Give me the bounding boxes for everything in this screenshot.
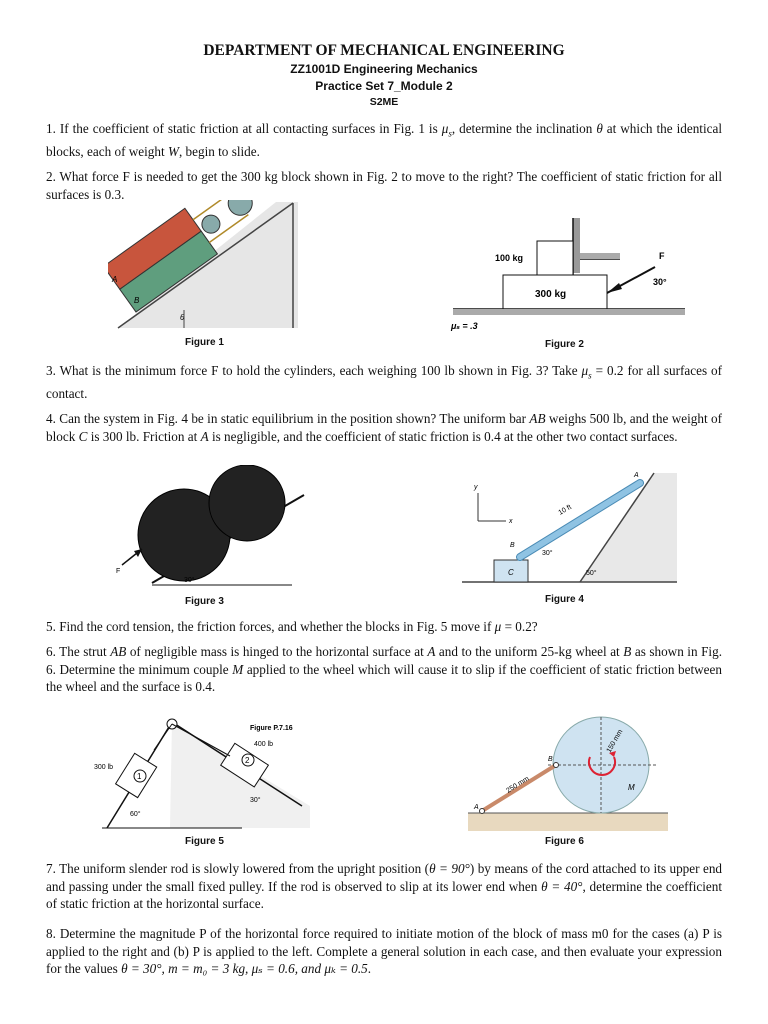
cylinder-2 xyxy=(209,465,285,541)
practice-title: Practice Set 7_Module 2 xyxy=(315,79,453,93)
question-6: 6. The strut AB of negligible mass is hinged to the horizontal surface at A and to the uniform 25-kg wheel at B as shown in Fig. 6. Determine the minimum couple M applied to the wheel which will cause it to slip if the coefficient of static friction between the wheel and the surface is 0.4. xyxy=(46,644,722,694)
label-strut: 250 mm xyxy=(505,775,531,795)
figure-5-title: Figure P.7.16 xyxy=(250,725,293,732)
label-angle-60: 60° xyxy=(130,811,141,818)
figure-1-caption: Figure 1 xyxy=(185,337,224,348)
label-c: C xyxy=(508,568,514,577)
label-f: F xyxy=(116,568,121,575)
label-angle: 30° xyxy=(653,277,667,287)
hinge-a xyxy=(480,809,485,814)
question-5: 5. Find the cord tension, the friction forces, and whether the blocks in Fig. 5 move if μ = 0.2? xyxy=(46,619,538,634)
label-m: M xyxy=(628,783,635,792)
label-a: A xyxy=(634,472,639,479)
label-angle-30: 30° xyxy=(250,797,261,804)
hinge-b xyxy=(554,763,559,768)
label-w1: 300 lb xyxy=(94,764,114,771)
figure-1 xyxy=(108,200,308,335)
figure-5 xyxy=(92,716,317,834)
label-radius: 150 mm xyxy=(605,728,625,754)
question-7: 7. The uniform slender rod is slowly lowered from the upright position (θ = 90°) by means of the cord attached to its upper end and passing under the small fixed pulley. If the rod is observed to slip at its lower end when θ = 40°, determine the coefficient of static friction at the horizontal surface. xyxy=(46,861,723,911)
question-4: 4. Can the system in Fig. 4 be in static equilibrium in the position shown? The uniform bar AB weighs 500 lb, and the weight of block C is 300 lb. Friction at A is negligible, and the coefficient of static friction is 0.4 at the other two contact surfaces. xyxy=(46,411,722,444)
label-angle-50: 50° xyxy=(586,570,597,577)
wall-hatch xyxy=(573,218,580,273)
label-b: B xyxy=(134,296,140,305)
label-angle: 30° xyxy=(184,577,195,584)
course-title: ZZ1001D Engineering Mechanics xyxy=(290,62,478,76)
arrow-head-icon xyxy=(134,549,142,557)
label-a: A xyxy=(112,275,118,284)
label-n2: 2 xyxy=(245,756,250,765)
figure-3-caption: Figure 3 xyxy=(185,596,224,607)
ceiling-hatch xyxy=(580,253,620,259)
label-b: B xyxy=(510,542,515,549)
label-y: y xyxy=(474,484,478,491)
label-n1: 1 xyxy=(137,772,142,781)
question-8: 8. Determine the magnitude P of the horizontal force required to initiate motion of the block of mass m0 for the cases (a) P is applied to the right and (b) P is applied to the left. Complete a general solution in each case, and then evaluate your expression for the values θ = 30°, m = m₀ = 3 kg, μₛ = 0.6, and μₖ = 0.5. xyxy=(46,926,722,976)
label-300kg: 300 kg xyxy=(535,289,567,300)
figure-2-caption: Figure 2 xyxy=(545,339,584,350)
figure-3 xyxy=(112,465,307,593)
department-title: DEPARTMENT OF MECHANICAL ENGINEERING xyxy=(203,42,565,59)
batch-label: S2ME xyxy=(369,96,399,108)
label-b: B xyxy=(548,756,553,763)
figure-5-caption: Figure 5 xyxy=(185,836,224,847)
figure-4-caption: Figure 4 xyxy=(545,594,584,605)
label-theta: θ xyxy=(180,313,185,322)
question-3: 3. What is the minimum force F to hold the cylinders, each weighing 100 lb shown in Fig. 3? Take $\mu_s = 0.2$ for all surfaces of contact. xyxy=(46,363,722,402)
label-x: x xyxy=(509,518,513,525)
figure-6-caption: Figure 6 xyxy=(545,836,584,847)
pulley-icon xyxy=(223,200,256,220)
label-a: A xyxy=(474,804,479,811)
label-length: 10 ft xyxy=(557,503,573,517)
label-100kg: 100 kg xyxy=(495,253,524,263)
question-1: 1. If the coefficient of static friction at all contacting surfaces in Fig. 1 is $\mu_s$, determine the inclination θ at which the identical blocks, each of weight W, begin to slide. xyxy=(46,121,722,160)
figure-4 xyxy=(462,465,682,590)
label-angle-30: 30° xyxy=(542,550,553,557)
ground-hatch xyxy=(468,813,668,831)
figure-6 xyxy=(468,713,668,833)
block-100kg xyxy=(537,241,573,275)
ground-hatch xyxy=(453,309,685,315)
label-f: F xyxy=(659,251,665,261)
figure-2 xyxy=(445,215,690,340)
label-mu: μₛ = .3 xyxy=(451,321,478,331)
label-w2: 400 lb xyxy=(254,741,274,748)
question-2: 2. What force F is needed to get the 300 kg block shown in Fig. 2 to move to the right? The coefficient of static friction for all surfaces is 0.3. xyxy=(46,169,722,202)
cord xyxy=(154,724,172,750)
arrow-head-icon xyxy=(607,283,622,293)
